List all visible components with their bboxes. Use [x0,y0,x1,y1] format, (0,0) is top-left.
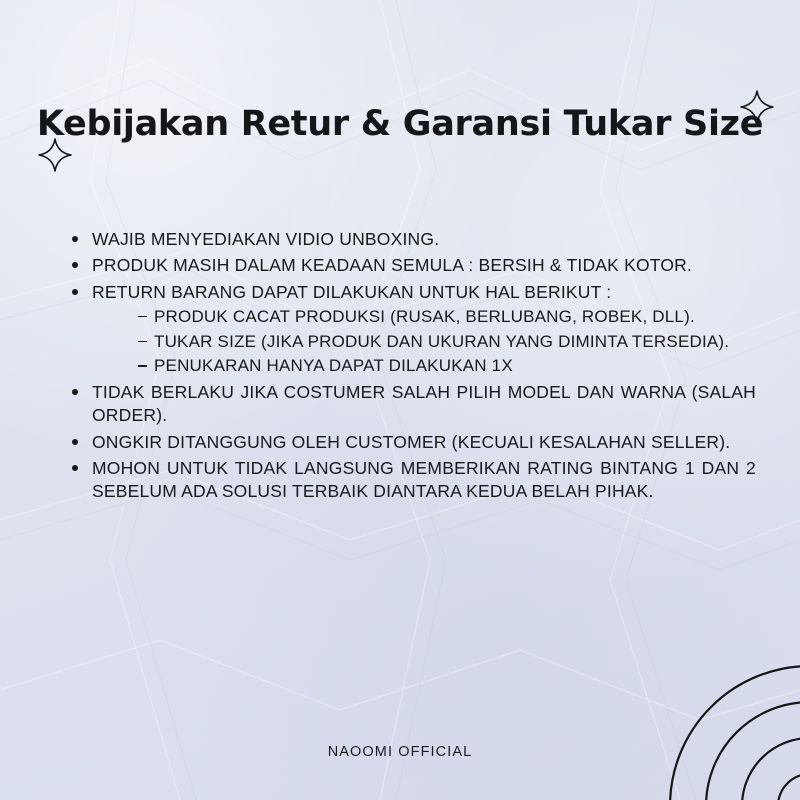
sub-list-item [138,331,756,354]
bullet-dot-icon [72,289,78,295]
list-item [68,457,756,504]
bullet-dot-icon [72,236,78,242]
list-item [68,431,756,454]
dash-icon [138,365,147,367]
bullet-list [68,228,756,503]
sub-list-item-text: PENUKARAN HANYA DAPAT DILAKUKAN 1X [154,356,513,376]
list-item-text: MOHON UNTUK TIDAK LANGSUNG MEMBERIKAN RATING BINTANG 1 DAN 2 SEBELUM ADA SOLUSI TERBAIK DIANTARA KEDUA BELAH PIHAK. [92,457,756,502]
policy-list [68,228,756,506]
sub-list-item-text: TUKAR SIZE (JIKA PRODUK DAN UKURAN YANG DIMINTA TERSEDIA). [154,331,730,351]
brand-footer: NAOOMI OFFICIAL [327,744,473,760]
list-item-text: WAJIB MENYEDIAKAN VIDIO UNBOXING. [92,229,440,249]
bullet-dot-icon [72,389,78,395]
list-item-text: TIDAK BERLAKU JIKA COSTUMER SALAH PILIH MODEL DAN WARNA (SALAH ORDER). [92,382,756,426]
bullet-dot-icon [72,439,78,445]
bullet-dot-icon [72,262,78,268]
page-title: Kebijakan Retur & Garansi Tukar Size [36,104,764,144]
dash-icon [138,316,147,318]
sub-list [92,306,756,378]
list-item-text: RETURN BARANG DAPAT DILAKUKAN UNTUK HAL BERIKUT : [92,281,612,302]
list-item-text: ONGKIR DITANGGUNG OLEH CUSTOMER (KECUALI KESALAHAN SELLER). [92,431,731,452]
sub-list-item [138,306,756,329]
list-item-text: PRODUK MASIH DALAM KEADAAN SEMULA : BERSIH & TIDAK KOTOR. [92,255,693,276]
list-item [68,281,756,379]
list-item [68,381,756,428]
corner-arcs-decoration [620,644,800,800]
list-item [68,228,756,251]
dash-icon [138,341,147,343]
sub-list-item-text: PRODUK CACAT PRODUKSI (RUSAK, BERLUBANG, ROBEK, DLL). [154,306,695,326]
list-item [68,254,756,277]
sub-list-item [138,355,756,378]
bullet-dot-icon [72,465,78,471]
